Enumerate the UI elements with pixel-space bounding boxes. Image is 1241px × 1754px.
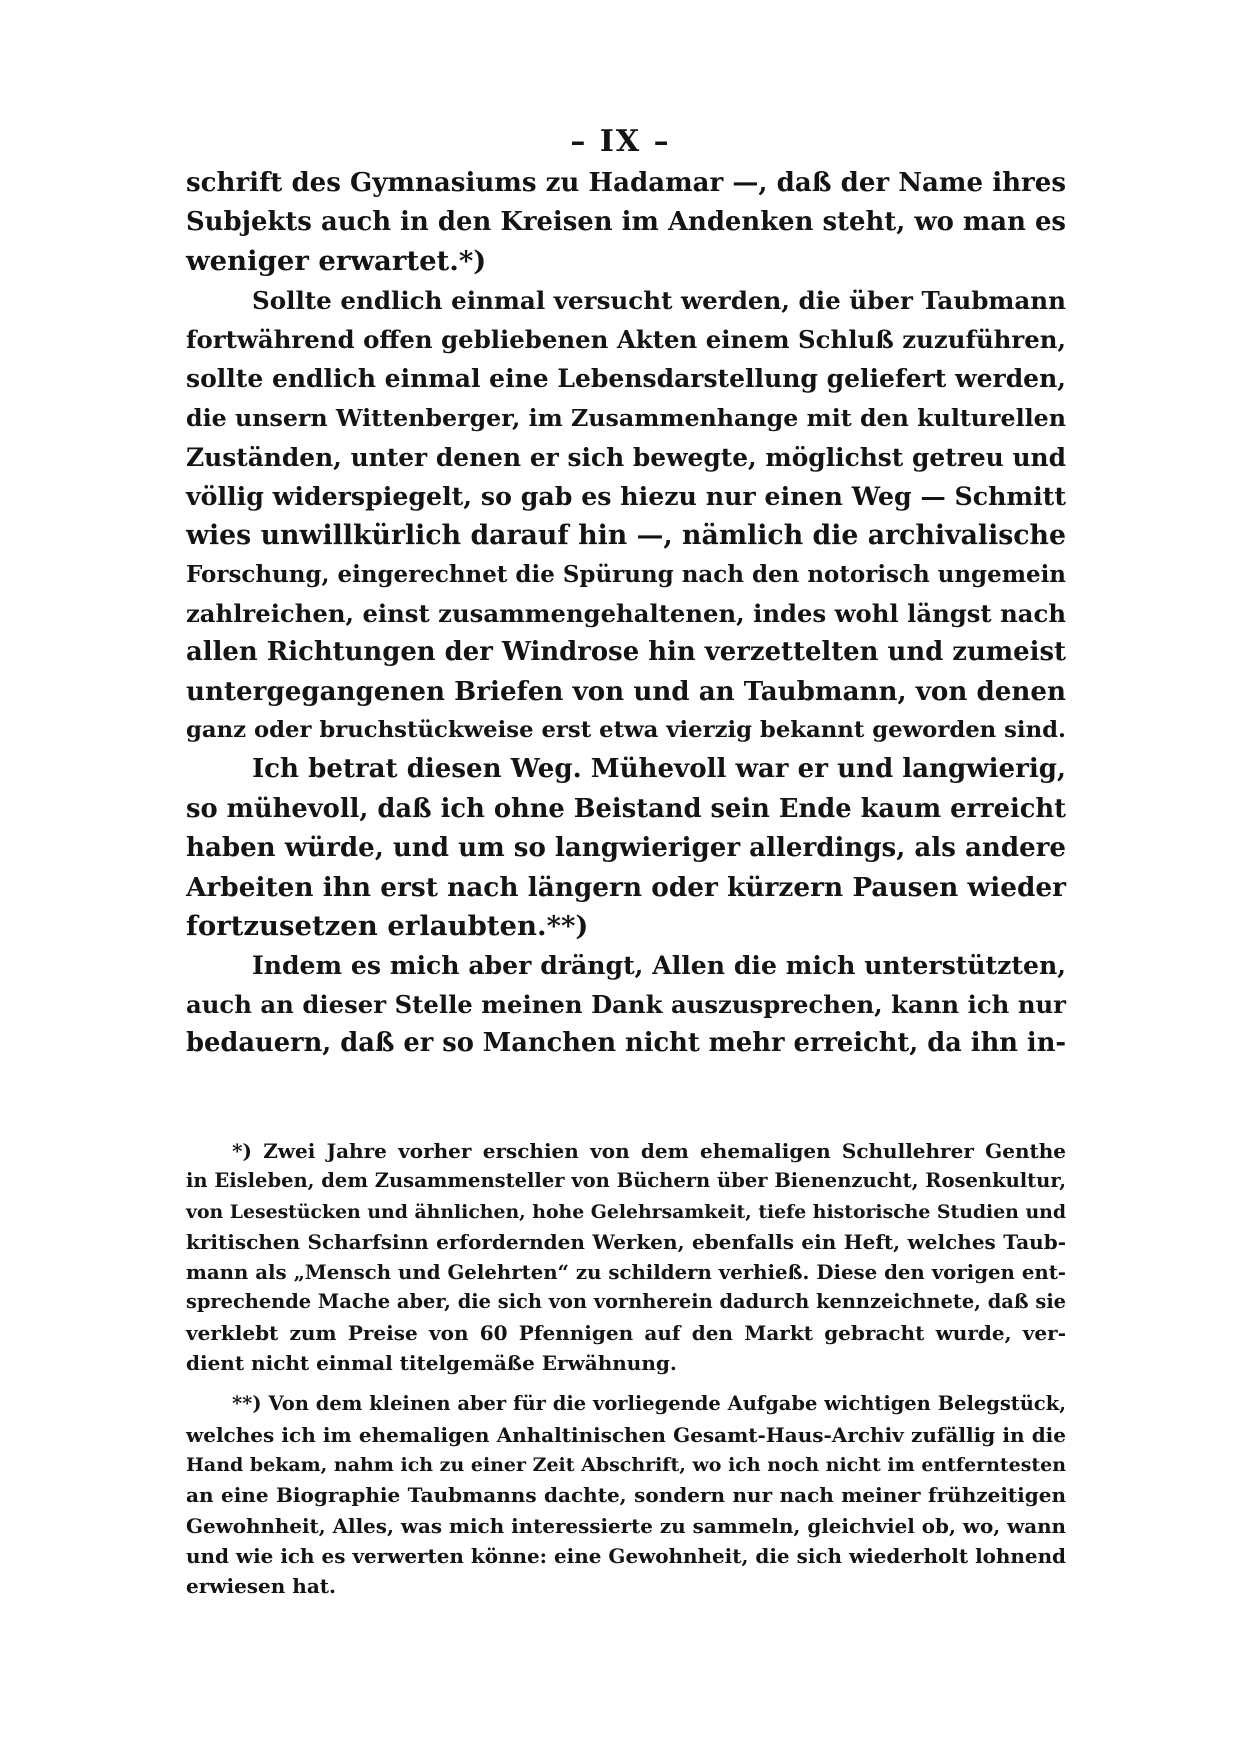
text-line: die unsern Wittenberger, im Zusammenhange mit den kulturellen — [186, 403, 1066, 432]
text-line: Ich betrat diesen Weg. Mühevoll war er und langwierig, — [252, 754, 1066, 785]
text-line: auch an dieser Stelle meinen Dank auszusprechen, kann ich nur — [186, 989, 1066, 1019]
text-line: zahlreichen, einst zusammengehaltenen, indes wohl längst nach — [186, 599, 1066, 629]
text-line: Indem es mich aber drängt, Allen die mich unterstützten, — [252, 949, 1066, 980]
footnote-line: erwiesen hat. — [186, 1574, 336, 1599]
footnote-line: an eine Biographie Taubmanns dachte, sondern nur nach meiner frühzeitigen — [186, 1483, 1066, 1508]
text-line: fortwährend offen gebliebenen Akten einem Schluß zuzuführen, — [186, 325, 1066, 355]
text-line: ganz oder bruchstückweise erst etwa vierzig bekannt geworden sind. — [186, 717, 1066, 744]
footnote-line: welches ich im ehemaligen Anhaltinischen Gesamt-Haus-Archiv zufällig in die — [186, 1422, 1066, 1447]
footnote-1 — [186, 1136, 1066, 1378]
text-line: Subjekts auch in den Kreisen im Andenken steht, wo man es — [186, 207, 1066, 238]
text-line: Sollte endlich einmal versucht werden, die über Taubmann — [252, 286, 1066, 316]
footnotes — [186, 1136, 1066, 1612]
footnote-line: kritischen Scharfsinn erfordernden Werken, ebenfalls ein Heft, welches Taub- — [186, 1229, 1066, 1254]
text-line: völlig widerspiegelt, so gab es hiezu nur einen Weg — Schmitt — [186, 480, 1066, 511]
text-line: allen Richtungen der Windrose hin verzettelten und zumeist — [186, 637, 1066, 668]
footnote-line: verklebt zum Preise von 60 Pfennigen auf den Markt gebracht wurde, ver- — [186, 1320, 1066, 1345]
text-line: Zuständen, unter denen er sich bewegte, möglichst getreu und — [186, 442, 1066, 472]
body-text — [186, 164, 1066, 1063]
text-line: so mühevoll, daß ich ohne Beistand sein Ende kaum erreicht — [186, 793, 1066, 824]
text-line: wies unwillkürlich darauf hin —, nämlich die archivalische — [186, 519, 1066, 551]
text-line: haben würde, und um so langwieriger allerdings, als andere — [186, 832, 1066, 863]
page-number: – IX – — [570, 124, 671, 159]
footnote-line: Gewohnheit, Alles, was mich interessierte zu sammeln, gleichviel ob, wo, wann — [186, 1513, 1066, 1538]
footnote-line: dient nicht einmal titelgemäße Erwähnung. — [186, 1351, 677, 1376]
text-line: fortzusetzen erlaubten.**) — [186, 909, 589, 942]
footnote-line: *) Zwei Jahre vorher erschien von dem ehemaligen Schullehrer Genthe — [232, 1139, 1066, 1163]
footnote-line: in Eisleben, dem Zusammensteller von Büchern über Bienenzucht, Rosenkultur, — [186, 1169, 1066, 1193]
footnote-line: von Lesestücken und ähnlichen, hohe Gelehrsamkeit, tiefe historische Studien und — [186, 1200, 1066, 1223]
text-line: bedauern, daß er so Manchen nicht mehr erreicht, da ihn in- — [186, 1028, 1067, 1059]
footnote-line: mann als „Mensch und Gelehrten“ zu schildern verhieß. Diese den vorigen ent- — [186, 1260, 1066, 1285]
text-line: sollte endlich einmal eine Lebensdarstellung geliefert werden, — [186, 363, 1066, 394]
footnote-line: und wie ich es verwerten könne: eine Gewohnheit, die sich wiederholt lohnend — [186, 1543, 1066, 1568]
text-line: schrift des Gymnasiums zu Hadamar —, daß der Name ihres — [186, 168, 1066, 198]
footnote-line: sprechende Mache aber, die sich von vornherein dadurch kennzeichnete, daß sie — [186, 1290, 1066, 1314]
text-line: weniger erwartet.*) — [186, 245, 487, 278]
text-line: Arbeiten ihn erst nach längern oder kürzern Pausen wieder — [186, 871, 1066, 903]
text-line: untergegangenen Briefen von und an Taubmann, von denen — [186, 676, 1066, 708]
text-line: Forschung, eingerechnet die Spürung nach den notorisch ungemein — [186, 560, 1066, 588]
footnote-line: Hand bekam, nahm ich zu einer Zeit Abschrift, wo ich noch nicht im entferntesten — [186, 1453, 1066, 1476]
footnote-line: **) Von dem kleinen aber für die vorliegende Aufgabe wichtigen Belegstück, — [232, 1392, 1066, 1416]
footnote-2 — [186, 1389, 1066, 1601]
